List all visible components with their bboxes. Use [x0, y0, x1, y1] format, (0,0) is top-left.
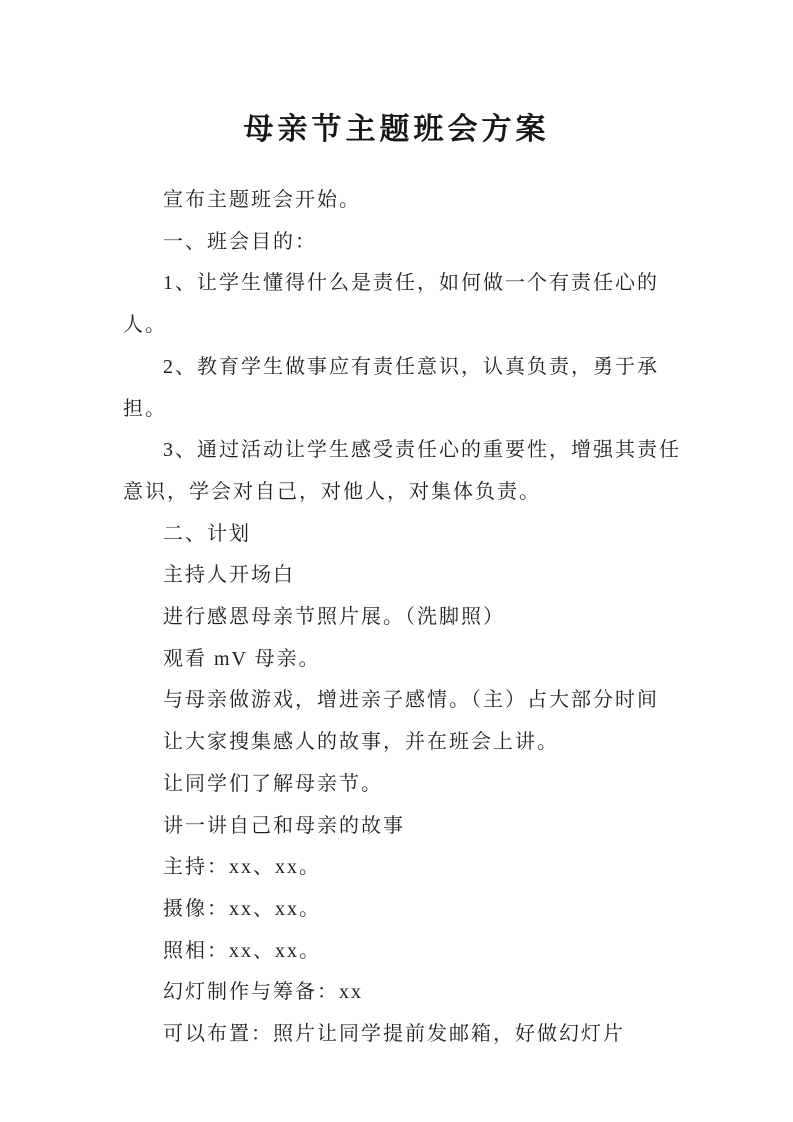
paragraph-section-2-heading: 二、计划: [163, 522, 251, 545]
paragraph-plan-learn: 让同学们了解母亲节。: [163, 772, 383, 795]
paragraph-section-1-heading: 一、班会目的：: [163, 230, 317, 253]
paragraph-goal-3: 3、通过活动让学生感受责任心的重要性，增强其责任意识，学会对自己，对他人，对集体负责。: [123, 439, 681, 503]
paragraph-role-photo: 照相：xx、xx。: [163, 939, 321, 962]
document-body: [0, 180, 695, 1056]
paragraph-plan-stories: 让大家搜集感人的故事，并在班会上讲。: [163, 731, 559, 754]
paragraph-arrangement: 可以布置：照片让同学提前发邮箱，好做幻灯片: [163, 1023, 625, 1046]
paragraph-goal-1: 1、让学生懂得什么是责任，如何做一个有责任心的人。: [123, 272, 659, 337]
paragraph-role-video: 摄像：xx、xx。: [163, 897, 321, 920]
paragraph-goal-2: 2、教育学生做事应有责任意识，认真负责，勇于承担。: [123, 355, 659, 420]
document-title: 母亲节主题班会方案: [243, 113, 550, 146]
paragraph-plan-opening: 主持人开场白: [163, 564, 295, 587]
paragraph-announce: 宣布主题班会开始。: [163, 189, 361, 211]
paragraph-role-slides: 幻灯制作与筹备：xx: [163, 981, 363, 1004]
paragraph-plan-games: 与母亲做游戏，增进亲子感情。（主）占大部分时间: [163, 689, 659, 712]
paragraph-role-host: 主持：xx、xx。: [163, 856, 321, 879]
paragraph-plan-photo-show: 进行感恩母亲节照片展。（洗脚照）: [163, 606, 505, 629]
paragraph-plan-tell-story: 讲一讲自己和母亲的故事: [163, 814, 405, 837]
paragraph-plan-mv: 观看 mV 母亲。: [163, 647, 321, 670]
